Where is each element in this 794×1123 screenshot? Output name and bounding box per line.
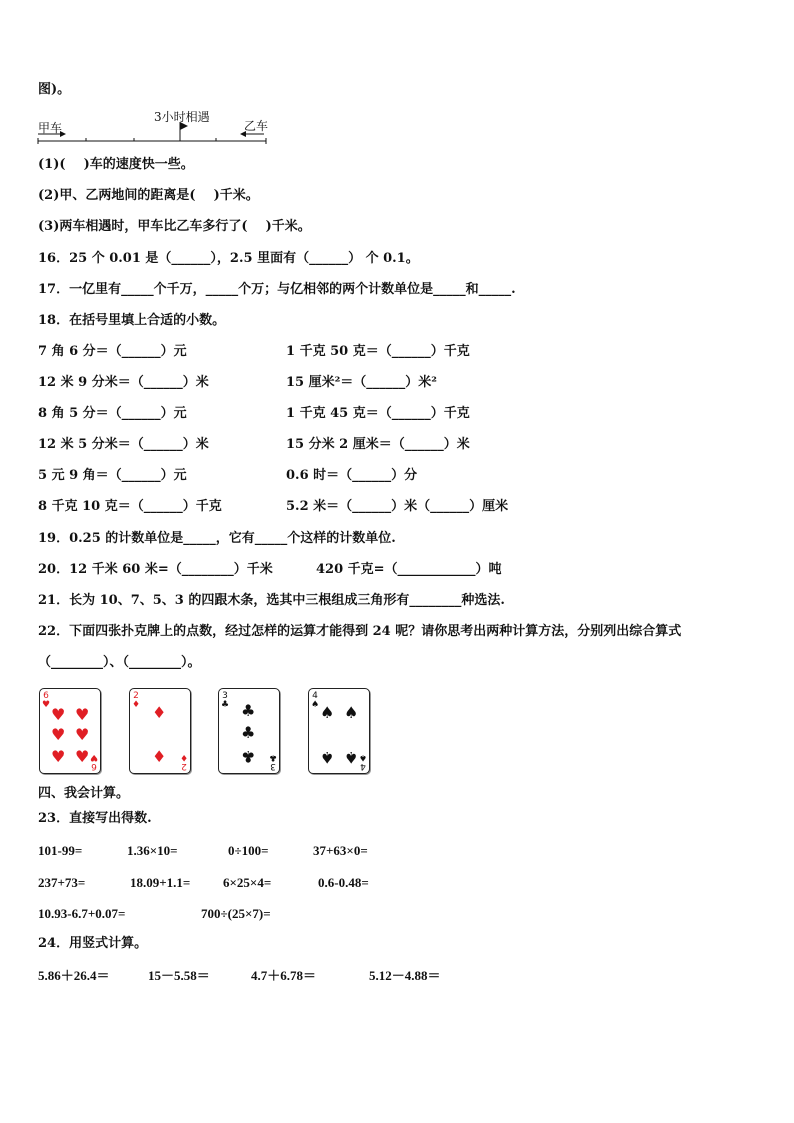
card-4-corner-suit-bottom: ♠ bbox=[358, 752, 367, 762]
q23-r3-1: 700÷(25×7)= bbox=[201, 906, 271, 921]
card-2-rank-bottom: 2 bbox=[181, 761, 187, 771]
card-6-corner-bottom bbox=[90, 752, 98, 770]
q18-left-2: 8 角 5 分＝（______）元 bbox=[38, 406, 187, 421]
q23-r3-0: 10.93-6.7+0.07= bbox=[38, 906, 126, 921]
spade-icon: ♠ bbox=[344, 703, 359, 722]
q15-sub3: (3)两车相遇时，甲车比乙车多行了( )千米。 bbox=[38, 219, 311, 234]
card-6-corner-top bbox=[42, 692, 50, 710]
club-icon: ♣ bbox=[241, 723, 256, 742]
q24-item-1: 15－5.58＝ bbox=[148, 968, 210, 983]
card-3-rank: 3 bbox=[222, 691, 228, 701]
q18-right-3: 15 分米 2 厘米＝（______）米 bbox=[286, 437, 470, 452]
card-4-spades bbox=[308, 688, 370, 774]
card-2-corner-suit: ♦ bbox=[132, 700, 141, 710]
car-a-label: 甲车 bbox=[38, 121, 63, 135]
card-3-corner-suit-bottom: ♣ bbox=[268, 752, 277, 762]
q23-r1-3: 37+63×0= bbox=[313, 843, 368, 858]
club-icon: ♣ bbox=[241, 701, 256, 720]
card-6-corner-suit: ♥ bbox=[42, 700, 51, 710]
spade-icon: ♠ bbox=[344, 748, 359, 767]
club-icon: ♣ bbox=[241, 747, 256, 766]
card-4-rank: 4 bbox=[312, 691, 318, 701]
q18-left-4: 5 元 9 角＝（______）元 bbox=[38, 468, 187, 483]
q23-r1-1: 1.36×10= bbox=[127, 843, 178, 858]
q18-right-5: 5.2 米＝（______）米（______）厘米 bbox=[286, 499, 509, 514]
q15-sub1: (1)( )车的速度快一些。 bbox=[38, 157, 194, 172]
card-3-clubs bbox=[218, 688, 280, 774]
card-6-corner-suit-bottom: ♥ bbox=[89, 752, 98, 762]
q16: 16．25 个 0.01 是（______），2.5 里面有（______） 个 0.1。 bbox=[38, 251, 419, 266]
q23-r2-3: 0.6-0.48= bbox=[318, 875, 369, 890]
q18-right-4: 0.6 时＝（______）分 bbox=[286, 468, 418, 483]
q15-sub2: (2)甲、乙两地间的距离是( )千米。 bbox=[38, 188, 259, 203]
q18-left-5: 8 千克 10 克＝（______）千克 bbox=[38, 499, 222, 514]
q18-right-2: 1 千克 45 克＝（______）千克 bbox=[286, 406, 470, 421]
q18-left-3: 12 米 5 分米＝（______）米 bbox=[38, 437, 209, 452]
heart-icon: ♥ bbox=[51, 747, 66, 766]
section4-heading: 四、我会计算。 bbox=[38, 786, 130, 801]
card-2-corner-bottom bbox=[180, 752, 188, 770]
card-6-rank: 6 bbox=[43, 691, 49, 701]
q23-r2-1: 18.09+1.1= bbox=[130, 875, 191, 890]
meet-label: 3小时相遇 bbox=[154, 110, 210, 124]
q23-r2-2: 6×25×4= bbox=[223, 875, 272, 890]
q17: 17．一亿里有_____个千万，_____个万；与亿相邻的两个计数单位是_____和_____. bbox=[38, 282, 516, 297]
q18-title: 18．在括号里填上合适的小数。 bbox=[38, 313, 226, 328]
q20b: 420 千克=（____________）吨 bbox=[316, 562, 502, 577]
q18-right-1: 15 厘米²＝（______）米² bbox=[286, 375, 438, 390]
q23-r1-2: 0÷100= bbox=[228, 843, 269, 858]
card-2-corner-suit-bottom: ♦ bbox=[179, 752, 188, 762]
q15-tail: 图)。 bbox=[38, 82, 71, 97]
card-4-rank-bottom: 4 bbox=[360, 761, 366, 771]
meeting-diagram bbox=[36, 110, 276, 150]
card-2-corner-top bbox=[132, 692, 140, 710]
card-4-corner-suit: ♠ bbox=[311, 700, 320, 710]
q18-left-0: 7 角 6 分＝（______）元 bbox=[38, 344, 187, 359]
spade-icon: ♠ bbox=[320, 703, 335, 722]
heart-icon: ♥ bbox=[75, 705, 90, 724]
spade-icon: ♠ bbox=[320, 748, 335, 767]
card-4-corner-top bbox=[311, 692, 319, 710]
card-3-rank-bottom: 3 bbox=[270, 761, 276, 771]
heart-icon: ♥ bbox=[51, 705, 66, 724]
heart-icon: ♥ bbox=[75, 725, 90, 744]
q22-line1: 22．下面四张扑克牌上的点数，经过怎样的运算才能得到 24 呢？请你思考出两种计算方法，分别列出综合算式 bbox=[38, 624, 682, 639]
diamond-icon: ♦ bbox=[152, 747, 167, 766]
heart-icon: ♥ bbox=[51, 725, 66, 744]
card-6-hearts bbox=[39, 688, 101, 774]
q23-title: 23．直接写出得数. bbox=[38, 811, 152, 826]
q23-r2-0: 237+73= bbox=[38, 875, 86, 890]
q23-r1-0: 101-99= bbox=[38, 843, 83, 858]
q22-line2: （________）、（________）。 bbox=[38, 655, 201, 670]
q24-item-2: 4.7＋6.78＝ bbox=[251, 968, 317, 983]
diamond-icon: ♦ bbox=[152, 703, 167, 722]
q20a: 20．12 千米 60 米=（________）千米 bbox=[38, 562, 273, 577]
card-6-rank-bottom: 6 bbox=[91, 761, 97, 771]
card-2-diamonds bbox=[129, 688, 191, 774]
card-4-corner-bottom bbox=[359, 752, 367, 770]
card-3-corner-top bbox=[221, 692, 229, 710]
heart-icon: ♥ bbox=[75, 747, 90, 766]
q18-left-1: 12 米 9 分米＝（______）米 bbox=[38, 375, 209, 390]
q24-title: 24．用竖式计算。 bbox=[38, 936, 148, 951]
q24-item-3: 5.12－4.88＝ bbox=[369, 968, 441, 983]
q21: 21．长为 10、7、5、3 的四跟木条，选其中三根组成三角形有________种选法. bbox=[38, 593, 505, 608]
card-3-corner-suit: ♣ bbox=[221, 700, 230, 710]
card-3-corner-bottom bbox=[269, 752, 277, 770]
q18-right-0: 1 千克 50 克＝（______）千克 bbox=[286, 344, 470, 359]
q24-item-0: 5.86＋26.4＝ bbox=[38, 968, 110, 983]
car-b-label: 乙车 bbox=[244, 119, 269, 133]
card-2-rank: 2 bbox=[133, 691, 139, 701]
q19: 19．0.25 的计数单位是_____，它有_____个这样的计数单位. bbox=[38, 531, 396, 546]
